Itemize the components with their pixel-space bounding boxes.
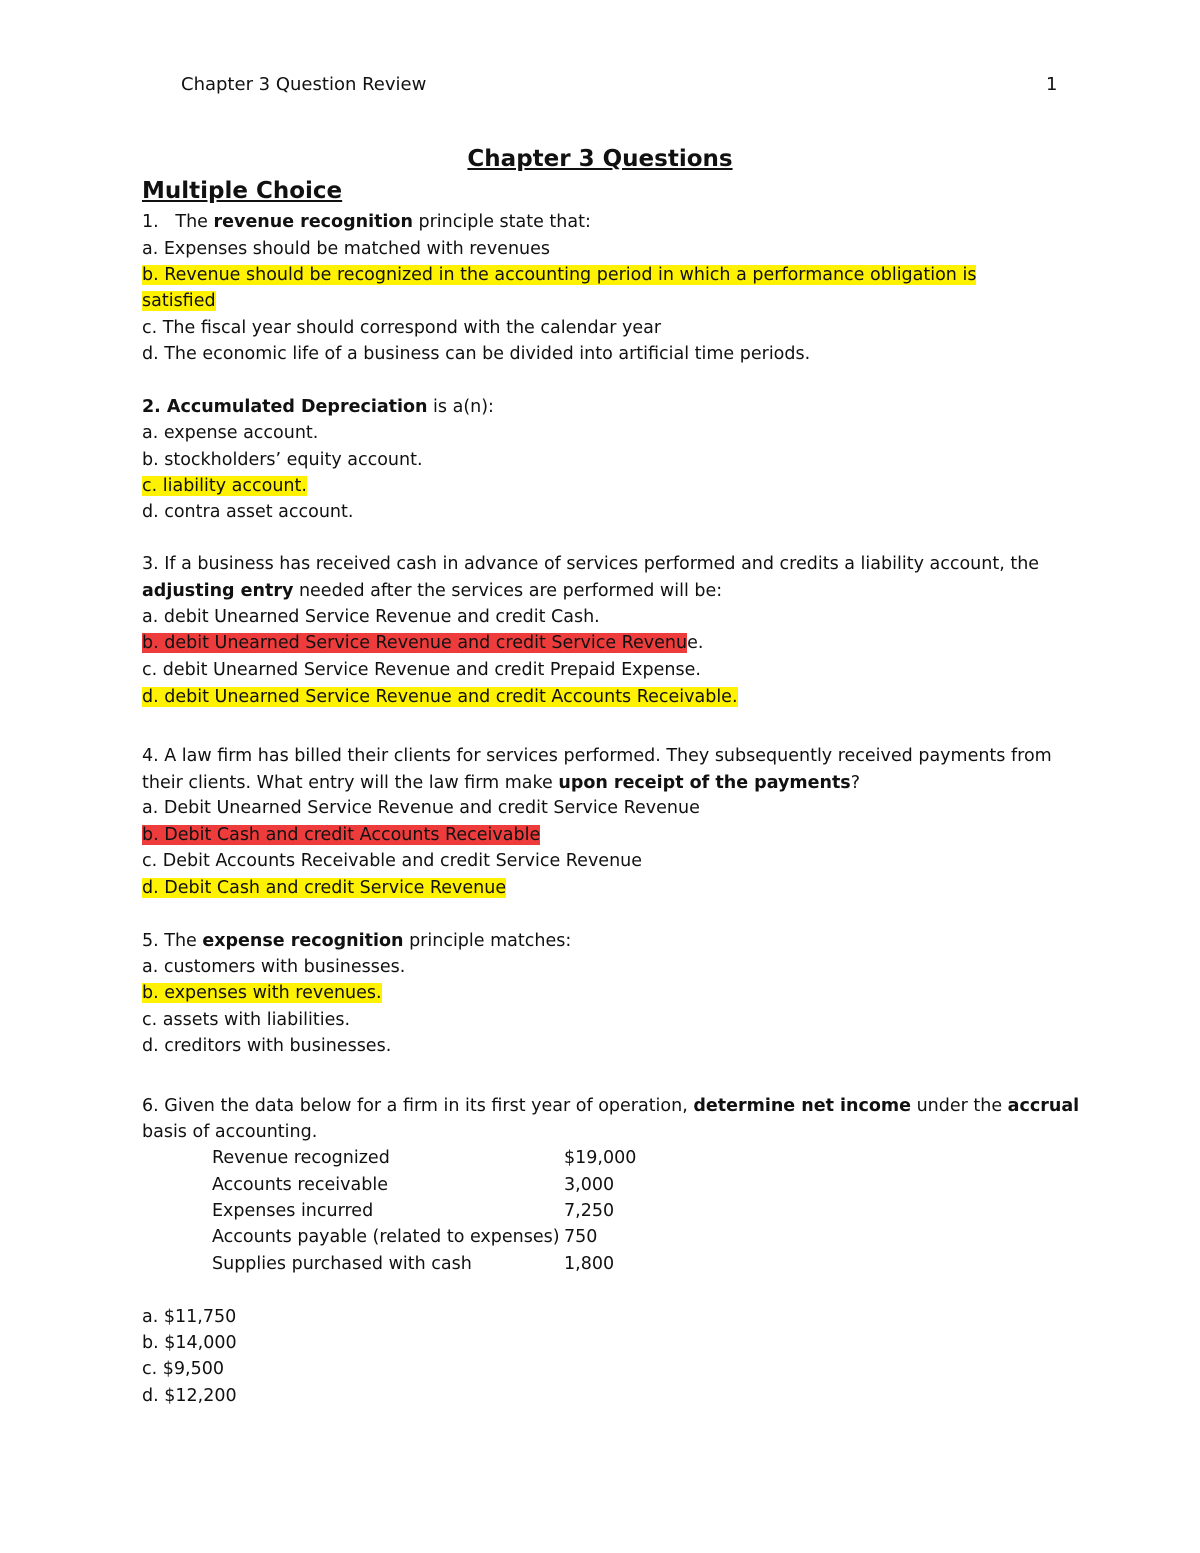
question-3-option-b [142,632,703,654]
question-3-option-c: c. debit Unearned Service Revenue and credit Prepaid Expense. [142,660,701,680]
data-row-value: 7,250 [564,1201,615,1221]
question-3-stem-line2 [142,580,722,602]
question-4-option-c: c. Debit Accounts Receivable and credit Service Revenue [142,851,643,871]
question-4-keyword: upon receipt of the payments [558,773,851,793]
question-6-text-mid: under the [911,1096,1008,1116]
question-6-text-pre: 6. Given the data below for a firm in its first year of operation, [142,1096,694,1116]
question-2-option-b: b. stockholders’ equity account. [142,450,423,470]
data-row-label: Accounts receivable [212,1175,388,1195]
question-1-option-b-line2 [142,290,216,312]
data-row-label: Expenses incurred [212,1201,374,1221]
wrong-answer-highlight: b. debit Unearned Service Revenue and credit Service Revenu [142,633,688,653]
question-2-number: 2. [142,397,167,417]
data-row-value: 750 [564,1227,598,1247]
wrong-answer-highlight: b. Debit Cash and credit Accounts Receivable [142,825,541,845]
data-row-value: 1,800 [564,1254,615,1274]
question-6-keyword: determine net income [693,1096,911,1116]
question-2-option-a: a. expense account. [142,423,319,443]
question-5-stem [142,930,571,952]
question-1-option-a: a. Expenses should be matched with revenues [142,239,551,259]
question-5-text-pre: 5. The [142,931,203,951]
question-3-option-d [142,686,738,708]
question-5-keyword: expense recognition [202,931,404,951]
data-row-label: Revenue recognized [212,1148,390,1168]
answer-highlight: satisfied [142,291,216,311]
question-4-text-pre: their clients. What entry will the law firm make [142,773,559,793]
running-header: Chapter 3 Question Review [181,74,427,95]
question-5-option-a: a. customers with businesses. [142,957,406,977]
question-6-option-c: c. $9,500 [142,1359,224,1379]
question-6-option-a: a. $11,750 [142,1307,237,1327]
question-2-text-post: is a(n): [427,397,494,417]
question-5-text-post: principle matches: [403,931,572,951]
question-6-stem-line1 [142,1095,1079,1117]
question-2-option-c [142,475,307,497]
question-1-text-pre: The [175,212,214,232]
question-1-option-c: c. The fiscal year should correspond with the calendar year [142,318,662,338]
question-4-option-a: a. Debit Unearned Service Revenue and credit Service Revenue [142,798,700,818]
question-4-stem-line2 [142,772,860,794]
question-1-number: 1. [142,212,159,232]
question-4-option-d [142,877,506,899]
answer-highlight: b. Revenue should be recognized in the accounting period in which a performance obligation is [142,265,977,285]
question-3-option-b-tail: e. [687,633,704,653]
question-2-stem [142,396,494,418]
question-6-option-d: d. $12,200 [142,1386,237,1406]
page-title: Chapter 3 Questions [467,146,733,172]
question-1-option-d: d. The economic life of a business can be divided into artificial time periods. [142,344,811,364]
question-4-stem-line1: 4. A law firm has billed their clients for services performed. They subsequently received payments from [142,746,1052,766]
question-3-keyword: adjusting entry [142,581,294,601]
question-6-stem-line2: basis of accounting. [142,1122,318,1142]
question-6-keyword-2: accrual [1007,1096,1080,1116]
question-3-option-a: a. debit Unearned Service Revenue and credit Cash. [142,607,600,627]
data-row-value: $19,000 [564,1148,637,1168]
question-2-option-d: d. contra asset account. [142,502,354,522]
page-number: 1 [1046,74,1058,95]
question-4-text-post: ? [850,773,861,793]
question-4-option-b [142,824,540,846]
data-row-value: 3,000 [564,1175,615,1195]
data-row-label: Supplies purchased with cash [212,1254,472,1274]
question-1-keyword: revenue recognition [213,212,413,232]
question-2-keyword: Accumulated Depreciation [166,397,428,417]
data-row-label: Accounts payable (related to expenses) [212,1227,560,1247]
question-6-option-b: b. $14,000 [142,1333,237,1353]
question-5-option-c: c. assets with liabilities. [142,1010,351,1030]
question-1-text-post: principle state that: [412,212,591,232]
answer-highlight: d. debit Unearned Service Revenue and credit Accounts Receivable. [142,687,738,707]
question-5-option-b [142,982,382,1004]
question-3-stem-line1: 3. If a business has received cash in advance of services performed and credits a liability account, the [142,554,1040,574]
question-5-option-d: d. creditors with businesses. [142,1036,392,1056]
answer-highlight: c. liability account. [142,476,307,496]
section-heading: Multiple Choice [142,178,343,204]
question-1-stem [142,211,591,233]
answer-highlight: b. expenses with revenues. [142,983,382,1003]
question-1-option-b-line1 [142,264,976,286]
question-3-text-post: needed after the services are performed will be: [293,581,723,601]
answer-highlight: d. Debit Cash and credit Service Revenue [142,878,507,898]
